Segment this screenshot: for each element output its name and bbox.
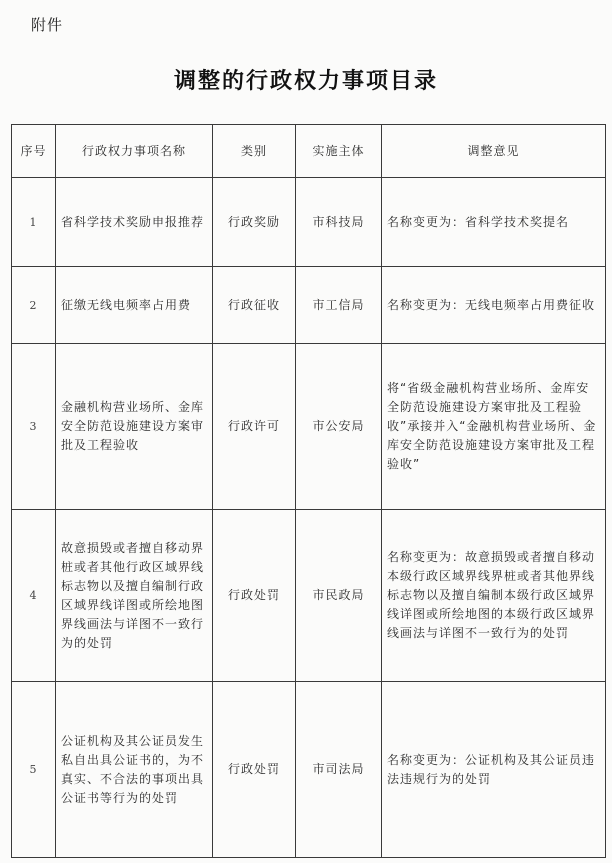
item-opinion: 名称变更为：无线电频率占用费征收	[382, 267, 606, 344]
item-subject: 市公安局	[296, 344, 382, 510]
column-header-name: 行政权力事项名称	[56, 125, 213, 178]
item-name: 征缴无线电频率占用费	[56, 267, 213, 344]
item-subject: 市司法局	[296, 682, 382, 858]
item-opinion: 名称变更为：故意损毁或者擅自移动本级行政区域界线界桩或者其他界线标志物以及擅自编制本级行政区域界线详图或所绘地图的本级行政区域界线画法与详图不一致行为的处罚	[382, 510, 606, 682]
attachment-label: 附件	[31, 16, 64, 34]
item-type: 行政许可	[213, 344, 296, 510]
page-title: 调整的行政权力事项目录	[173, 69, 438, 94]
table-header-row	[12, 125, 606, 178]
table-row	[12, 510, 606, 682]
row-number: 3	[12, 344, 56, 510]
item-type: 行政征收	[213, 267, 296, 344]
row-number: 4	[12, 510, 56, 682]
power-items-table	[11, 124, 606, 858]
item-opinion: 名称变更为：省科学技术奖提名	[382, 178, 606, 267]
column-header-no: 序号	[12, 125, 56, 178]
row-number: 1	[12, 178, 56, 267]
item-subject: 市科技局	[296, 178, 382, 267]
table-row	[12, 682, 606, 858]
column-header-opinion: 调整意见	[382, 125, 606, 178]
row-number: 5	[12, 682, 56, 858]
table-row	[12, 344, 606, 510]
item-name: 金融机构营业场所、金库安全防范设施建设方案审批及工程验收	[56, 344, 213, 510]
item-opinion: 将“省级金融机构营业场所、金库安全防范设施建设方案审批及工程验收”承接并入“金融机构营业场所、金库安全防范设施建设方案审批及工程验收”	[382, 344, 606, 510]
item-type: 行政处罚	[213, 510, 296, 682]
item-type: 行政处罚	[213, 682, 296, 858]
table-row	[12, 267, 606, 344]
table-row	[12, 178, 606, 267]
item-subject: 市民政局	[296, 510, 382, 682]
item-name: 故意损毁或者擅自移动界桩或者其他行政区域界线标志物以及擅自编制行政区域界线详图或所绘地图界线画法与详图不一致行为的处罚	[56, 510, 213, 682]
item-opinion: 名称变更为：公证机构及其公证员违法违规行为的处罚	[382, 682, 606, 858]
item-type: 行政奖励	[213, 178, 296, 267]
column-header-subject: 实施主体	[296, 125, 382, 178]
column-header-type: 类别	[213, 125, 296, 178]
row-number: 2	[12, 267, 56, 344]
item-subject: 市工信局	[296, 267, 382, 344]
item-name: 公证机构及其公证员发生私自出具公证书的，为不真实、不合法的事项出具公证书等行为的处罚	[56, 682, 213, 858]
item-name: 省科学技术奖励申报推荐	[56, 178, 213, 267]
